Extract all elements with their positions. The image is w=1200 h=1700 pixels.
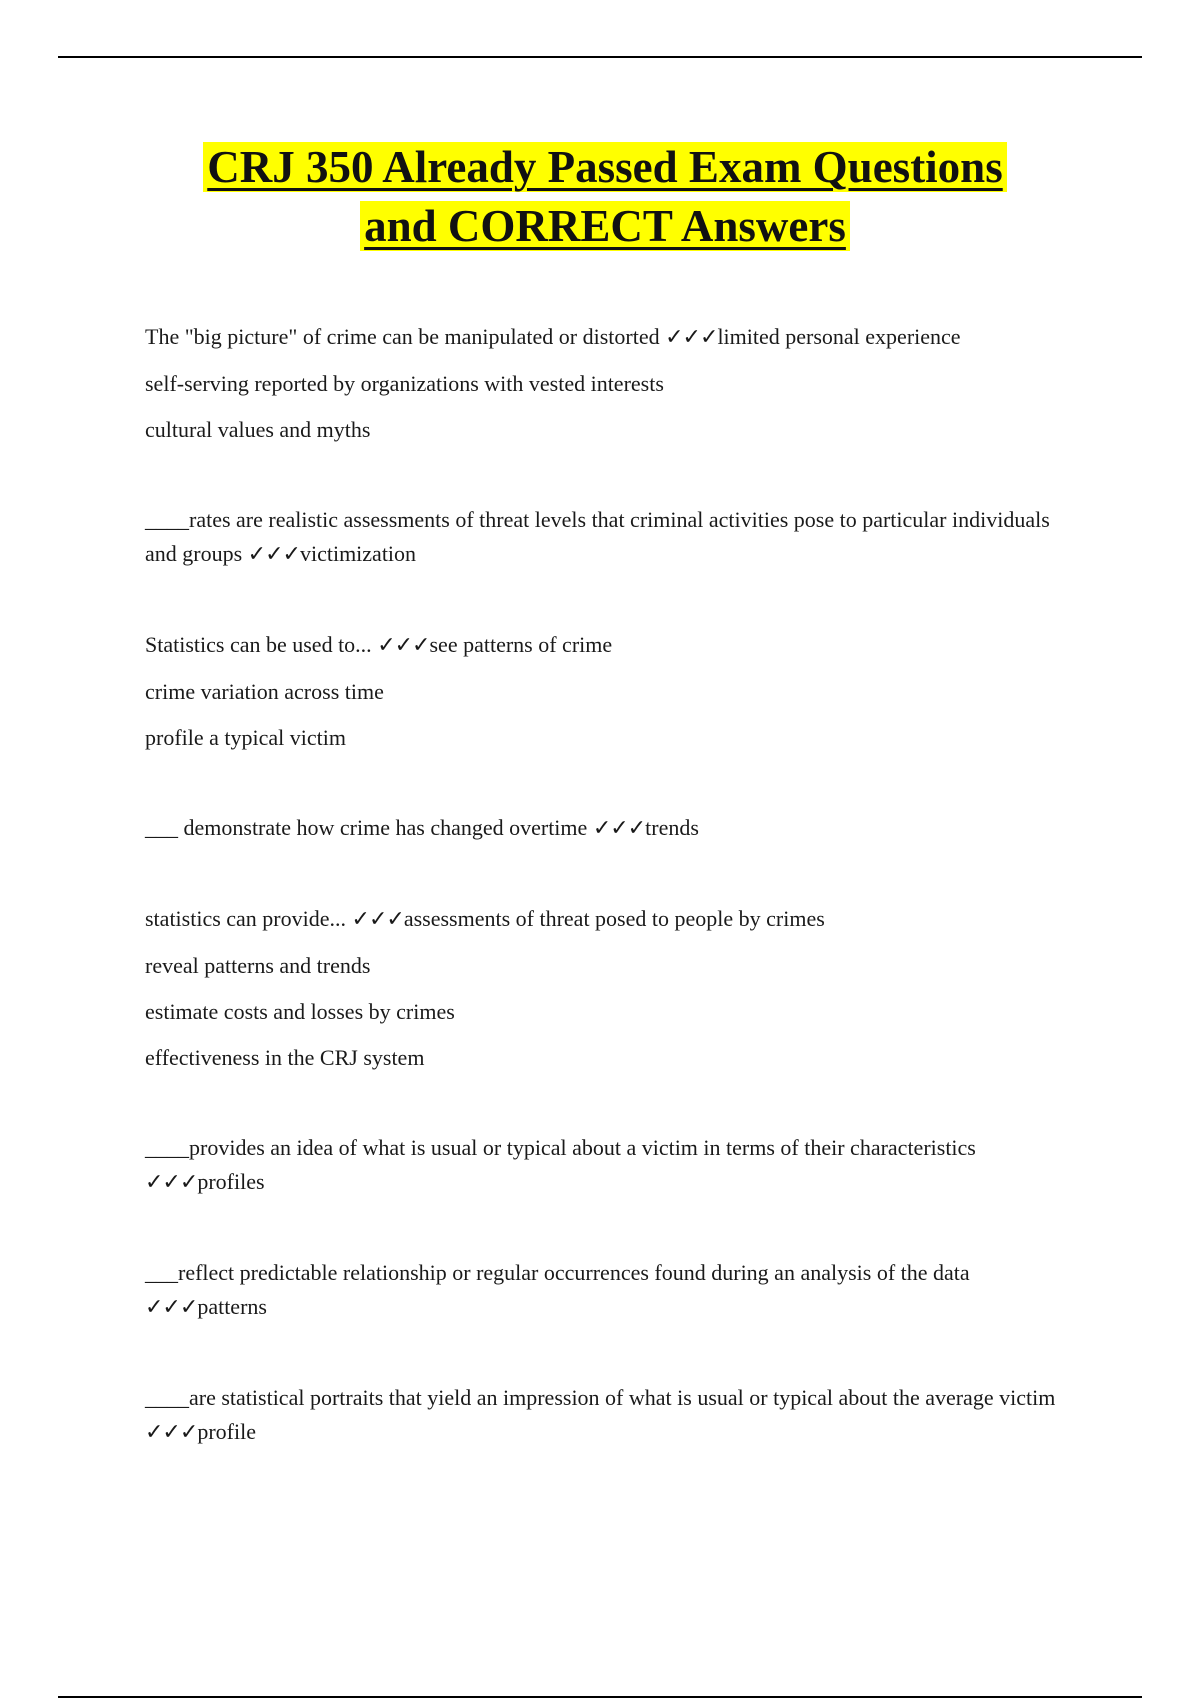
qa-item [145,1131,1065,1200]
answer-extra-line: self-serving reported by organizations with vested interests [145,371,664,396]
qa-item [145,902,1065,1075]
answer-extra-line: profile a typical victim [145,725,346,750]
answer-text: profiles [197,1169,265,1194]
question-text: ___reflect predictable relationship or regular occurrences found during an analysis of the data [145,1260,970,1285]
qa-question-line [145,811,1065,846]
qa-question-line [145,1381,1065,1450]
qa-spacer [145,1087,1065,1131]
question-text: ___ demonstrate how crime has changed overtime [145,815,593,840]
qa-question-line [145,1131,1065,1200]
qa-item [145,811,1065,846]
answer-extra-line: estimate costs and losses by crimes [145,999,455,1024]
answer-extra-line: reveal patterns and trends [145,953,371,978]
answer-text: limited personal experience [717,324,961,349]
check-marks-icon: ✓✓✓ [377,633,430,658]
footer-rule [58,1696,1142,1698]
qa-item [145,1256,1065,1325]
question-text: statistics can provide... [145,906,352,931]
answer-text: victimization [299,541,417,566]
question-text: Statistics can be used to... [145,632,378,657]
qa-item [145,628,1065,755]
qa-item [145,503,1065,572]
answer-text: assessments of threat posed to people by crimes [403,906,825,931]
question-text: The "big picture" of crime can be manipulated or distorted [145,324,666,349]
document-title [145,138,1065,256]
qa-spacer [145,1337,1065,1381]
question-text: ____rates are realistic assessments of threat levels that criminal activities pose to particular individuals and groups [145,507,1050,566]
qa-item [145,320,1065,447]
qa-spacer [145,767,1065,811]
check-marks-icon: ✓✓✓ [665,325,718,350]
qa-question-line [145,1256,1065,1325]
qa-item [145,1381,1065,1450]
question-text: ____are statistical portraits that yield an impression of what is usual or typical about the average victim [145,1385,1056,1410]
check-marks-icon: ✓✓✓ [351,907,404,932]
title-line-1: CRJ 350 Already Passed Exam Questions [203,142,1006,192]
qa-spacer [145,858,1065,902]
qa-question-line [145,320,1065,355]
check-marks-icon: ✓✓✓ [145,1420,198,1445]
answer-extra-line: cultural values and myths [145,417,371,442]
qa-spacer [145,459,1065,503]
qa-spacer [145,1212,1065,1256]
question-text: ____provides an idea of what is usual or typical about a victim in terms of their characteristics [145,1135,976,1160]
document-body [145,138,1065,1462]
qa-spacer [145,584,1065,628]
header-rule [58,56,1142,58]
answer-text: see patterns of crime [429,632,613,657]
check-marks-icon: ✓✓✓ [592,816,646,841]
qa-question-line [145,503,1065,572]
answer-extra-line: effectiveness in the CRJ system [145,1045,425,1070]
check-marks-icon: ✓✓✓ [145,1170,198,1195]
check-marks-icon: ✓✓✓ [247,542,300,567]
check-marks-icon: ✓✓✓ [145,1295,198,1320]
answer-extra-line: crime variation across time [145,679,384,704]
qa-list [145,320,1065,1450]
title-line-2: and CORRECT Answers [360,201,850,251]
answer-text: profile [197,1419,256,1444]
answer-text: trends [645,815,699,840]
qa-question-line [145,902,1065,937]
qa-question-line [145,628,1065,663]
answer-text: patterns [197,1294,267,1319]
